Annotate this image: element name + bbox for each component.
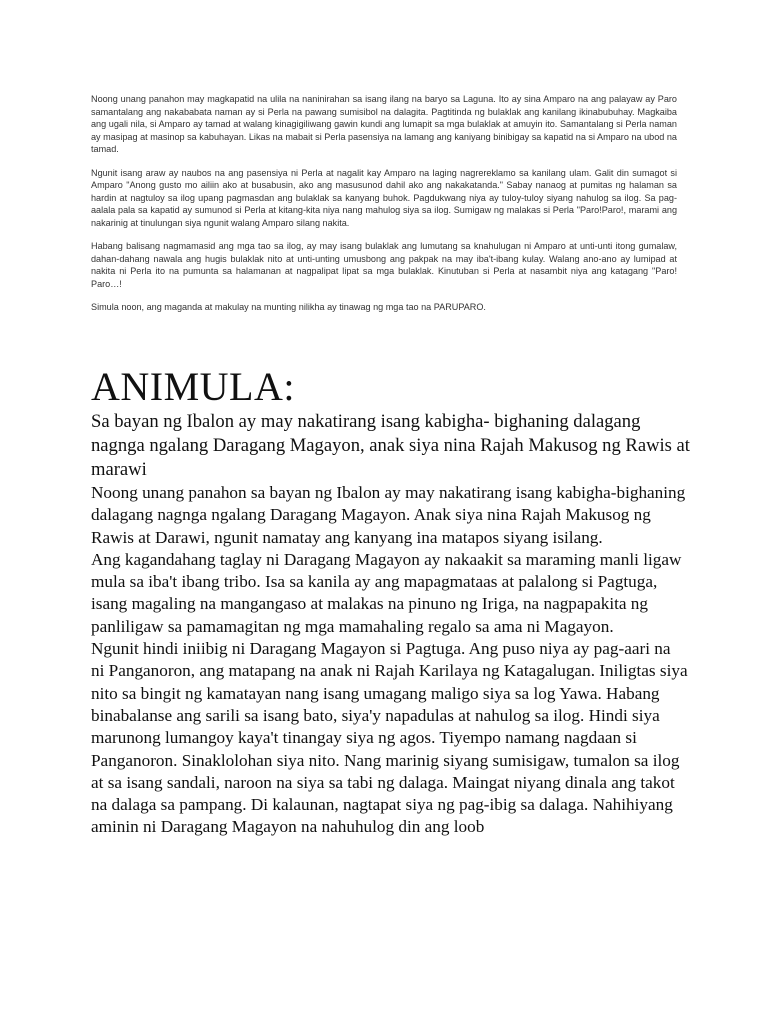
animula-heading: ANIMULA:	[91, 364, 295, 409]
story-paragraph-2: Ngunit isang araw ay naubos na ang pasensiya ni Perla at nagalit kay Amparo na laging nagrereklamo sa kanilang ulam. Galit din sumagot si Amparo "Anong gusto mo ailiin ako at busabusin, ako ang masusunod dahil ako ang nakakatanda." Sabay nanaog at pumitas ng halaman sa hardin at nagtuloy sa ilog upang pagmasdan ang bulaklak sa kanyang buhok. Pagdukwang niya ay tuloy-tuloy siyang nahulog sa ilog. Sa pag-aalala pala sa kapatid ay sumunod si Perla at kitang-kita niya nang mahulog siya sa ilog. Sumigaw ng malakas si Perla "Paro!Paro!, marami ang nakarinig at tinulungan siya ngunit walang Amparo silang nakita.	[91, 167, 677, 228]
paruparo-story	[91, 93, 677, 314]
animula-body-4: ni Panganoron, ang matapang na anak ni Rajah Karilaya ng Katagalugan. Iniligtas siya nito sa bingit ng kamatayan nang isang umagang maligo siya sa log Yawa. Habang binabalanse ang sarili sa isang bato, siya'y napadulas at nahulog sa ilog. Hindi siya marunong lumangoy kaya't tinangay siya ng agos. Tiyempo namang nagdaan si Panganoron. Sinaklolohan siya nito. Nang marinig siyang sumisigaw, tumalon sa ilog at sa isang sandali, naroon na siya sa tabi ng dalaga. Maingat niyang dinala ang takot na dalaga sa pampang. Di kalaunan, nagtapat siya ng pag-ibig sa dalaga. Nahihiyang aminin ni Daragang Magayon na nahuhulog din ang loob	[91, 661, 688, 837]
story-paragraph-3: Habang balisang nagmamasid ang mga tao sa ilog, ay may isang bulaklak ang lumutang sa knahulugan ni Amparo at unti-unti itong gumalaw, dahan-dahang nawala ang hugis bulaklak nito at unti-unting umusbong ang pakpak na may iba't-ibang kulay. Walang ano-ano ay lumipad at nakita ni Perla ito na pumunta sa halamanan at nagpalipat lipat sa mga bulaklak. Kinutuban si Perla at nasambit niya ang katagang "Paro! Paro…!	[91, 241, 677, 289]
story-paragraph-4: Simula noon, ang maganda at makulay na munting nilikha ay tinawag ng mga tao na PARUPARO.	[91, 302, 486, 312]
animula-body-3: Ngunit hindi iniibig ni Daragang Magayon si Pagtuga. Ang puso niya ay pag-aari na	[91, 639, 671, 659]
animula-subheading-2: nagnga ngalang Daragang Magayon, anak siya nina Rajah Makusog ng Rawis at marawi	[91, 435, 690, 480]
animula-subheading-1: Sa bayan ng Ibalon ay may nakatirang isang kabigha- bighaning dalagang	[91, 411, 641, 432]
animula-body-1: Noong unang panahon sa bayan ng Ibalon ay may nakatirang isang kabigha-bighaning dalagang nagnga ngalang Daragang Magayon. Anak siya nina Rajah Makusog ng Rawis at Darawi, ngunit namatay ang kanyang ina matapos siyang isilang.	[91, 483, 686, 547]
animula-body-2: Ang kagandahang taglay ni Daragang Magayon ay nakaakit sa maraming manli ligaw mula sa iba't ibang tribo. Isa sa kanila ay ang mapagmataas at palalong si Pagtuga, isang magaling na mangangaso at malakas na pinuno ng Iriga, na nagpapakita ng panliligaw sa pamamagitan ng mga mamahaling regalo sa ama ni Magayon.	[91, 549, 682, 636]
story-paragraph-1: Noong unang panahon may magkapatid na ulila na naninirahan sa isang ilang na baryo sa Laguna. Ito ay sina Amparo na ang palayaw ay Paro samantalang ang nakababata naman ay si Perla na pawang sumisibol na dalagita. Pagtitinda ng bulaklak ang kanilang ikinabubuhay. Magkaiba ang ugali nila, si Amparo ay tamad at walang kinagigiliwang gawin kundi ang lumapit sa mga bulaklak at amuyin ito. Samantalang si Perla naman ay masipag at masinop sa kabuhayan. Likas na mabait si Perla pasensiya na lamang ang kaniyang binibigay sa kapatid na si Amparo na ubod na tamad.	[91, 94, 677, 154]
animula-section	[91, 364, 691, 839]
